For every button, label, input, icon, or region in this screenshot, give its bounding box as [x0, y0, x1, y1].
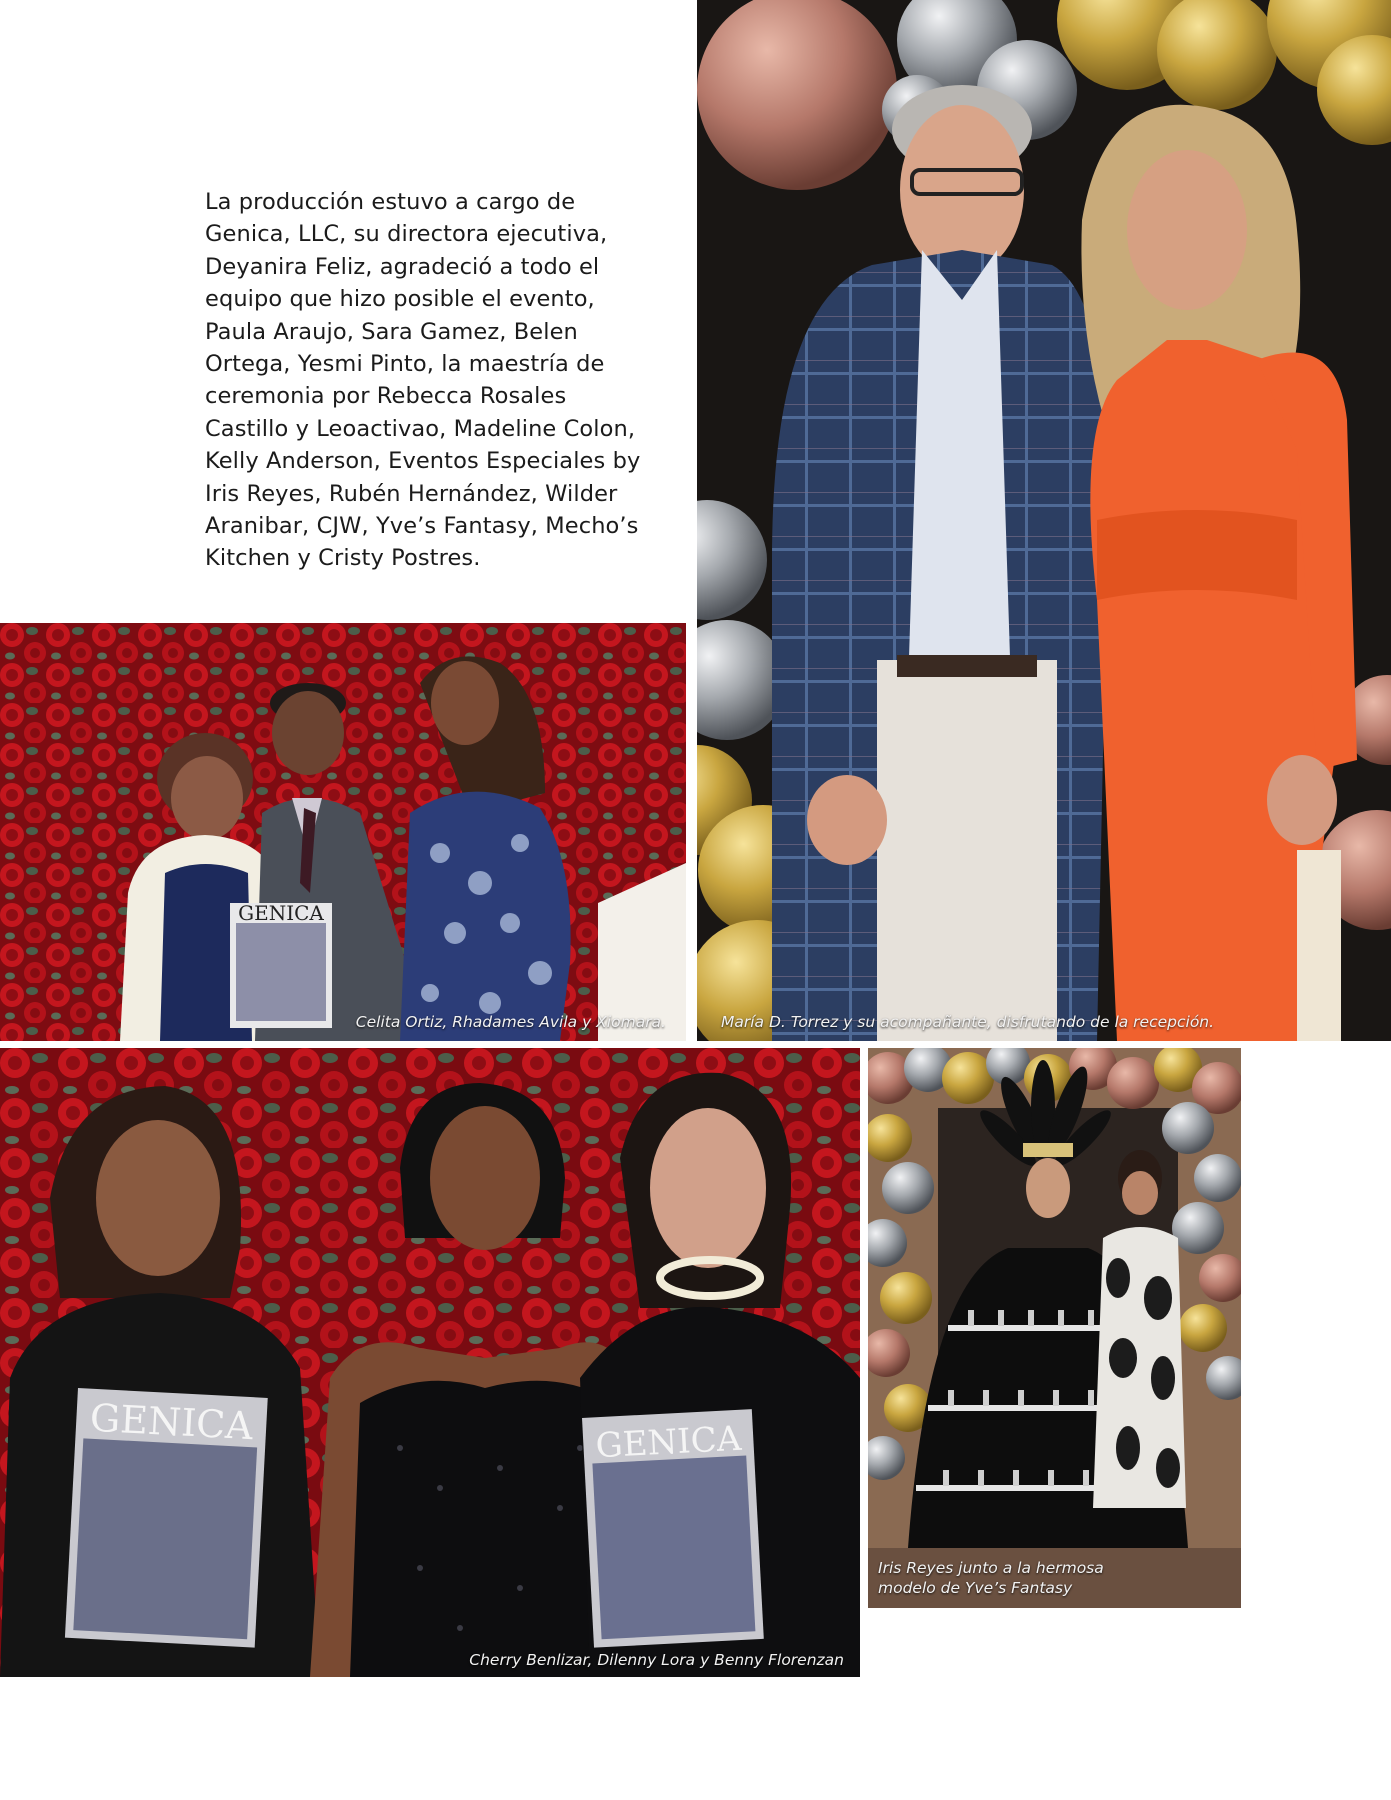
- paragraph-line: Deyanira Feliz, agradeció a todo el: [205, 253, 600, 280]
- paragraph-line: Kitchen y Cristy Postres.: [205, 545, 481, 572]
- magazine-title-small: GENICA: [238, 901, 324, 925]
- paragraph-line: Ortega, Yesmi Pinto, la maestría de: [205, 351, 605, 378]
- paragraph-line: equipo que hizo posible el evento,: [205, 286, 595, 313]
- paragraph-line: ceremonia por Rebecca Rosales: [205, 383, 567, 410]
- photo-caption: María D. Torrez y su acompañante, disfrutando de la recepción.: [721, 1013, 1215, 1031]
- caption-line: modelo de Yve’s Fantasy: [878, 1579, 1073, 1597]
- paragraph-line: Iris Reyes, Rubén Hernández, Wilder: [205, 480, 618, 507]
- paragraph-line: La producción estuvo a cargo de: [205, 189, 576, 215]
- photo-rose-wall-trio: [0, 623, 686, 1041]
- paragraph-line: Aranibar, CJW, Yve’s Fantasy, Mecho’s: [205, 513, 639, 540]
- photo-yves-fantasy-model: [868, 1048, 1241, 1608]
- paragraph-line: Castillo y Leoactivao, Madeline Colon,: [205, 415, 636, 442]
- article-paragraph: [205, 186, 675, 575]
- photo-caption: [878, 1558, 1104, 1598]
- paragraph-line: Genica, LLC, su directora ejecutiva,: [205, 221, 608, 248]
- photo-illustration: [697, 0, 1391, 1041]
- photo-illustration: [0, 1048, 860, 1677]
- magazine-title: GENICA: [594, 1418, 743, 1467]
- photo-caption: Cherry Benlizar, Dilenny Lora y Benny Florenzan: [469, 1651, 844, 1669]
- magazine-title: GENICA: [88, 1395, 254, 1449]
- photo-caption: Celita Ortiz, Rhadames Avila y Xiomara.: [355, 1013, 666, 1031]
- caption-line: Iris Reyes junto a la hermosa: [878, 1559, 1104, 1577]
- photo-illustration: [0, 623, 686, 1041]
- paragraph-line: Kelly Anderson, Eventos Especiales by: [205, 448, 641, 475]
- photo-couple-balloons: [697, 0, 1391, 1041]
- photo-rose-wall-women: [0, 1048, 860, 1677]
- paragraph-line: Paula Araujo, Sara Gamez, Belen: [205, 318, 578, 345]
- photo-illustration: [868, 1048, 1241, 1608]
